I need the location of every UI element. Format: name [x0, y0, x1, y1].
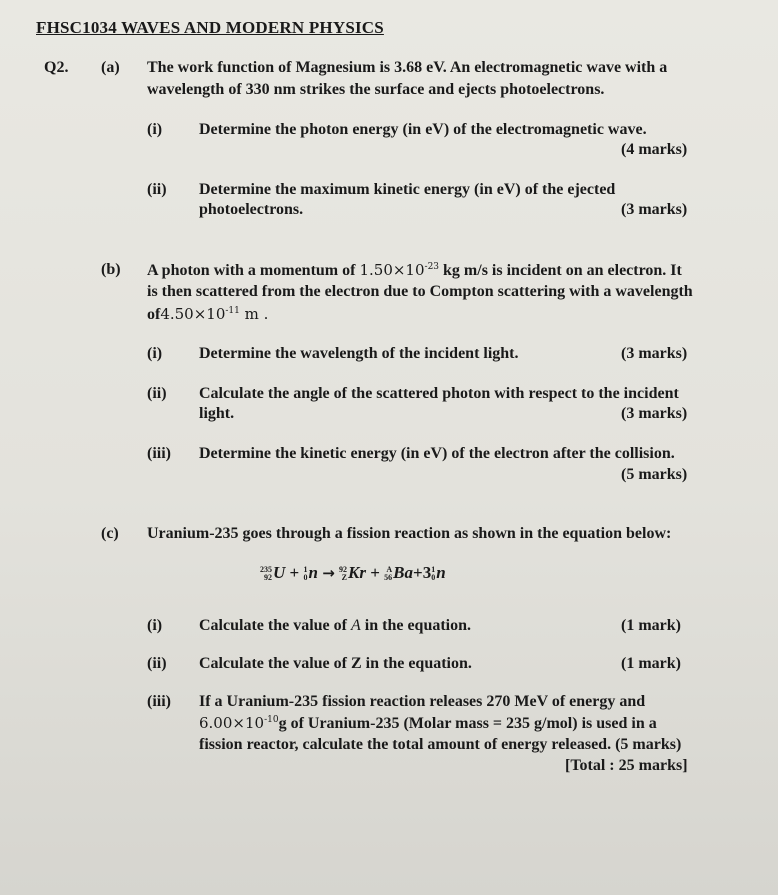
part-b-ii-text-line2: light.: [199, 405, 235, 422]
part-b-i-text: Determine the wavelength of the incident light.: [199, 345, 519, 362]
uranium-mass-exponent: -10: [264, 715, 279, 725]
n2-atomic-number: 0: [431, 573, 436, 583]
momentum-mantissa: 1.50×10: [359, 261, 425, 279]
part-a-i-label: (i): [147, 121, 163, 138]
kr-symbol: Kr: [348, 563, 366, 582]
n-atomic-number: 0: [303, 573, 308, 583]
plus-sign: +: [370, 563, 380, 582]
part-c-i-label: (i): [147, 617, 163, 634]
part-b-line3: [147, 305, 268, 324]
part-b-label: (b): [101, 261, 121, 278]
part-a-i-marks: (4 marks): [621, 141, 688, 158]
uranium-mass-mantissa: 6.00×10: [199, 714, 265, 732]
ba-mass-number: A: [386, 565, 393, 575]
variable-a: A: [350, 617, 361, 634]
part-a-i-text: Determine the photon energy (in eV) of the electromagnetic wave.: [199, 121, 647, 138]
part-b-ii-marks: (3 marks): [621, 405, 688, 422]
part-c-iii-label: (iii): [147, 693, 171, 710]
part-a-label: (a): [101, 59, 120, 76]
part-c-ii-text: Calculate the value of Z in the equation.: [199, 655, 472, 672]
part-a-ii-text-line2: photoelectrons.: [199, 201, 304, 218]
part-a-ii-marks: (3 marks): [621, 201, 688, 218]
n-nuclide-numbers: [303, 566, 307, 582]
plus-three: +3: [413, 563, 432, 582]
part-b-iii-label: (iii): [147, 445, 171, 462]
momentum-exponent: -23: [424, 262, 440, 272]
n2-nuclide-numbers: [431, 566, 435, 582]
n2-symbol: n: [436, 563, 446, 582]
part-c-ii-label: (ii): [147, 655, 167, 672]
u-mass-number: 235: [260, 565, 272, 575]
part-c-iii-line2: [199, 714, 657, 733]
fission-equation: [260, 563, 446, 583]
part-c-iii-line3: fission reactor, calculate the total amount of energy released. (5 marks): [199, 736, 682, 753]
part-c-i-marks: (1 mark): [621, 617, 681, 634]
kr-atomic-number: Z: [341, 573, 348, 583]
part-a-intro-line1: The work function of Magnesium is 3.68 eV. An electromagnetic wave with a: [147, 59, 668, 76]
part-c-i-text: [199, 617, 471, 635]
question-label: Q2.: [44, 59, 69, 76]
ba-atomic-number: 56: [384, 573, 393, 583]
part-b-line1-pre: A photon with a momentum of: [147, 262, 360, 279]
momentum-value: [359, 261, 439, 279]
u-nuclide-numbers: [260, 566, 272, 582]
part-c-iii-line2-post: g of Uranium-235 (Molar mass = 235 g/mol) is used in a: [278, 715, 657, 732]
reaction-arrow: →: [322, 564, 335, 582]
plus-sign: +: [289, 563, 300, 582]
part-b-i-label: (i): [147, 345, 163, 362]
n-symbol: n: [308, 563, 318, 582]
page-title: FHSC1034 WAVES AND MODERN PHYSICS: [36, 18, 384, 37]
ba-nuclide-numbers: [384, 566, 392, 582]
part-b-i-marks: (3 marks): [621, 345, 688, 362]
uranium-mass-value: [199, 714, 279, 732]
part-c-i-text-post: in the equation.: [360, 617, 472, 634]
ba-symbol: Ba: [393, 563, 414, 582]
part-a-ii-text-line1: Determine the maximum kinetic energy (in eV) of the ejected: [199, 181, 616, 198]
wavelength-value: [160, 305, 240, 323]
part-b-line1-post: kg m/s is incident on an electron. It: [439, 262, 682, 279]
part-c-i-text-pre: Calculate the value of: [199, 617, 351, 634]
part-b-line3-pre: of: [147, 306, 161, 323]
part-b-ii-text-line1: Calculate the angle of the scattered photon with respect to the incident: [199, 385, 679, 402]
part-b-line1: [147, 261, 682, 280]
part-b-line3-post: m .: [239, 305, 269, 323]
n2-mass-number: 1: [431, 565, 436, 575]
u-atomic-number: 92: [264, 573, 272, 583]
part-c-label: (c): [101, 525, 119, 542]
wavelength-exponent: -11: [225, 306, 240, 316]
part-b-iii-text: Determine the kinetic energy (in eV) of the electron after the collision.: [199, 445, 675, 462]
part-a-intro-line2: wavelength of 330 nm strikes the surface and ejects photoelectrons.: [147, 81, 605, 98]
kr-mass-number: 92: [339, 565, 348, 575]
part-b-line2: is then scattered from the electron due to Compton scattering with a wavelength: [147, 283, 693, 300]
part-c-iii-line1: If a Uranium-235 fission reaction releases 270 MeV of energy and: [199, 693, 646, 710]
part-b-iii-marks: (5 marks): [621, 466, 688, 483]
part-b-ii-label: (ii): [147, 385, 167, 402]
kr-nuclide-numbers: [339, 566, 347, 582]
n-mass-number: 1: [303, 565, 308, 575]
total-marks: [Total : 25 marks]: [565, 757, 688, 774]
part-c-ii-marks: (1 mark): [621, 655, 681, 672]
part-a-ii-label: (ii): [147, 181, 167, 198]
u-symbol: U: [273, 563, 286, 582]
part-c-intro: Uranium-235 goes through a fission reaction as shown in the equation below:: [147, 525, 672, 542]
wavelength-mantissa: 4.50×10: [160, 305, 226, 323]
